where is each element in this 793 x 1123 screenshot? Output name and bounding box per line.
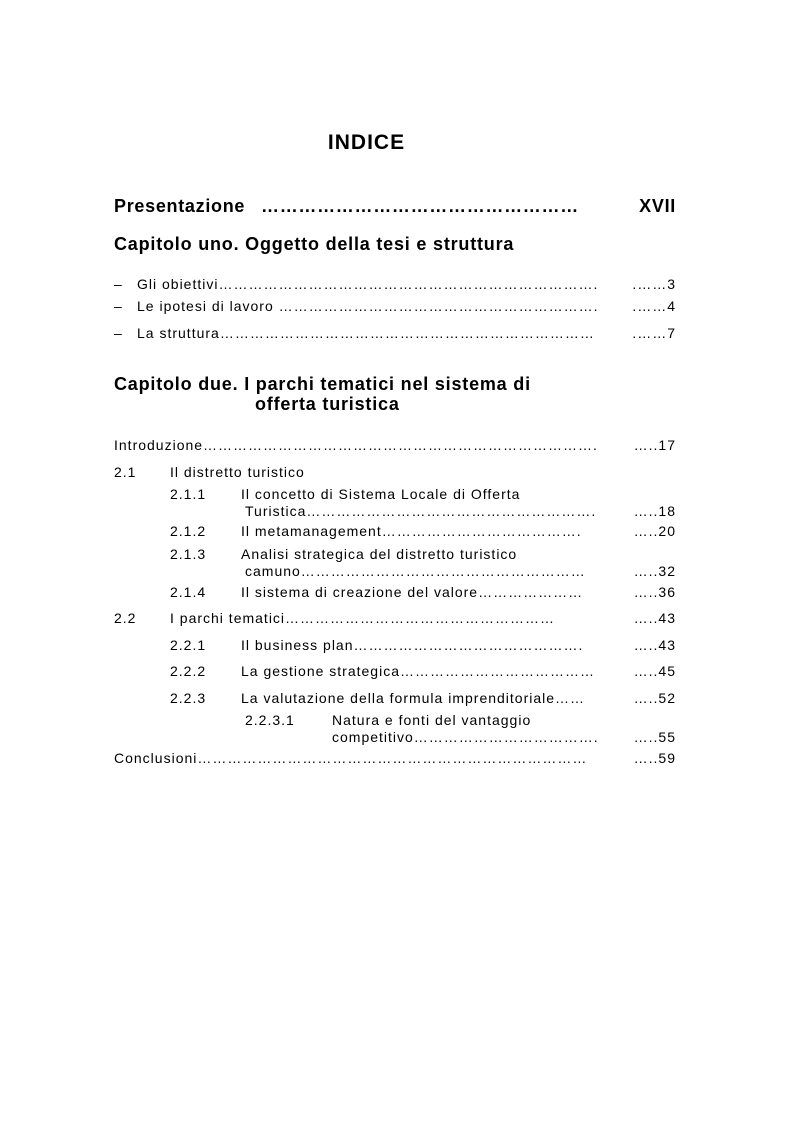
toc-page-number: …..18 <box>633 503 676 519</box>
toc-entry-text: La valutazione della formula imprenditoriale…… <box>241 690 586 706</box>
toc-page-number: …..43 <box>633 610 676 626</box>
toc-entry-conclusioni <box>114 750 676 768</box>
section-number: 2.2 <box>114 610 137 626</box>
chapter-two-heading-line2: offerta turistica <box>255 394 400 414</box>
toc-bullet: – <box>114 325 123 341</box>
toc-leader: …………………………………………… <box>261 196 579 216</box>
toc-page-number: …..52 <box>633 690 676 706</box>
toc-section-2-2-3 <box>114 690 676 708</box>
toc-section-2-1-1-line2 <box>114 503 676 521</box>
toc-label: Presentazione <box>114 196 246 216</box>
toc-entry-text: Analisi strategica del distretto turistico <box>241 546 518 562</box>
toc-page-number: …..59 <box>633 750 676 766</box>
toc-section-2-2 <box>114 610 676 628</box>
toc-page-number: …..36 <box>633 584 676 600</box>
toc-page-number: .……7 <box>632 325 676 341</box>
toc-entry-introduzione <box>114 437 676 455</box>
section-number: 2.1.3 <box>170 546 207 562</box>
section-number: 2.1.2 <box>170 523 207 539</box>
toc-entry-text: Introduzione……………………………………………………………………. <box>114 437 598 453</box>
toc-page-number: XVII <box>639 196 676 216</box>
toc-page-number: …..32 <box>633 563 676 579</box>
section-number: 2.1.1 <box>170 486 207 502</box>
toc-section-2-1-4 <box>114 584 676 602</box>
toc-entry-text: competitivo………………………………. <box>332 729 599 745</box>
toc-section-2-1-3-line1 <box>114 546 676 564</box>
toc-page-number: …..45 <box>633 663 676 679</box>
toc-section-2-2-1 <box>114 637 676 655</box>
toc-entry-text: La struttura………………………………………………………………… <box>137 325 595 341</box>
toc-entry-text: Il sistema di creazione del valore………………… <box>241 584 584 600</box>
chapter-two-heading-line1: Capitolo due. I parchi tematici nel sistema di <box>114 374 531 394</box>
toc-entry-text: Gli obiettivi…………………………………………………………………. <box>137 276 599 292</box>
toc-page-number: …..43 <box>633 637 676 653</box>
chapter-one-heading: Capitolo uno. Oggetto della tesi e struttura <box>114 234 515 254</box>
toc-entry-text: camuno………………………………………………… <box>245 563 586 579</box>
section-number: 2.2.2 <box>170 663 207 679</box>
toc-page-number: .……4 <box>632 298 676 314</box>
toc-page-number: …..20 <box>633 523 676 539</box>
toc-page-number: …..17 <box>633 437 676 453</box>
toc-entry-struttura <box>114 325 676 343</box>
toc-section-2-1 <box>114 464 676 482</box>
toc-entry-text: I parchi tematici……………………………………………… <box>170 610 556 626</box>
toc-entry-text: Turistica…………………………………………………. <box>245 503 597 519</box>
toc-section-2-2-2 <box>114 663 676 681</box>
section-number: 2.1.4 <box>170 584 207 600</box>
toc-section-2-1-3-line2 <box>114 563 676 581</box>
toc-entry-obiettivi <box>114 276 676 294</box>
toc-entry-text: Il concetto di Sistema Locale di Offerta <box>241 486 521 502</box>
section-number: 2.1 <box>114 464 137 480</box>
chapter-two-heading <box>114 374 714 414</box>
toc-page-number: .……3 <box>632 276 676 292</box>
toc-entry-ipotesi <box>114 298 676 316</box>
page-title: INDICE <box>327 131 406 154</box>
toc-entry-text: Conclusioni…………………………………………………………………… <box>114 750 588 766</box>
toc-page-number: …..55 <box>633 729 676 745</box>
toc-entry-text: Il business plan………………………………………. <box>241 637 584 653</box>
toc-entry-text: Il metamanagement…………………………………. <box>241 523 582 539</box>
toc-section-2-1-1-line1 <box>114 486 676 504</box>
section-number: 2.2.3 <box>170 690 207 706</box>
section-number: 2.2.3.1 <box>245 712 295 728</box>
section-number: 2.2.1 <box>170 637 207 653</box>
toc-entry-text: Le ipotesi di lavoro ………………………………………………………. <box>137 298 599 314</box>
toc-section-2-2-3-1-line1 <box>114 712 676 730</box>
toc-bullet: – <box>114 298 123 314</box>
toc-section-2-2-3-1-line2 <box>114 729 676 747</box>
toc-section-2-1-2 <box>114 523 676 541</box>
toc-entry-text: La gestione strategica………………………………… <box>241 663 595 679</box>
toc-entry-text: Natura e fonti del vantaggio <box>332 712 532 728</box>
toc-bullet: – <box>114 276 123 292</box>
toc-entry-text: Il distretto turistico <box>170 464 305 480</box>
